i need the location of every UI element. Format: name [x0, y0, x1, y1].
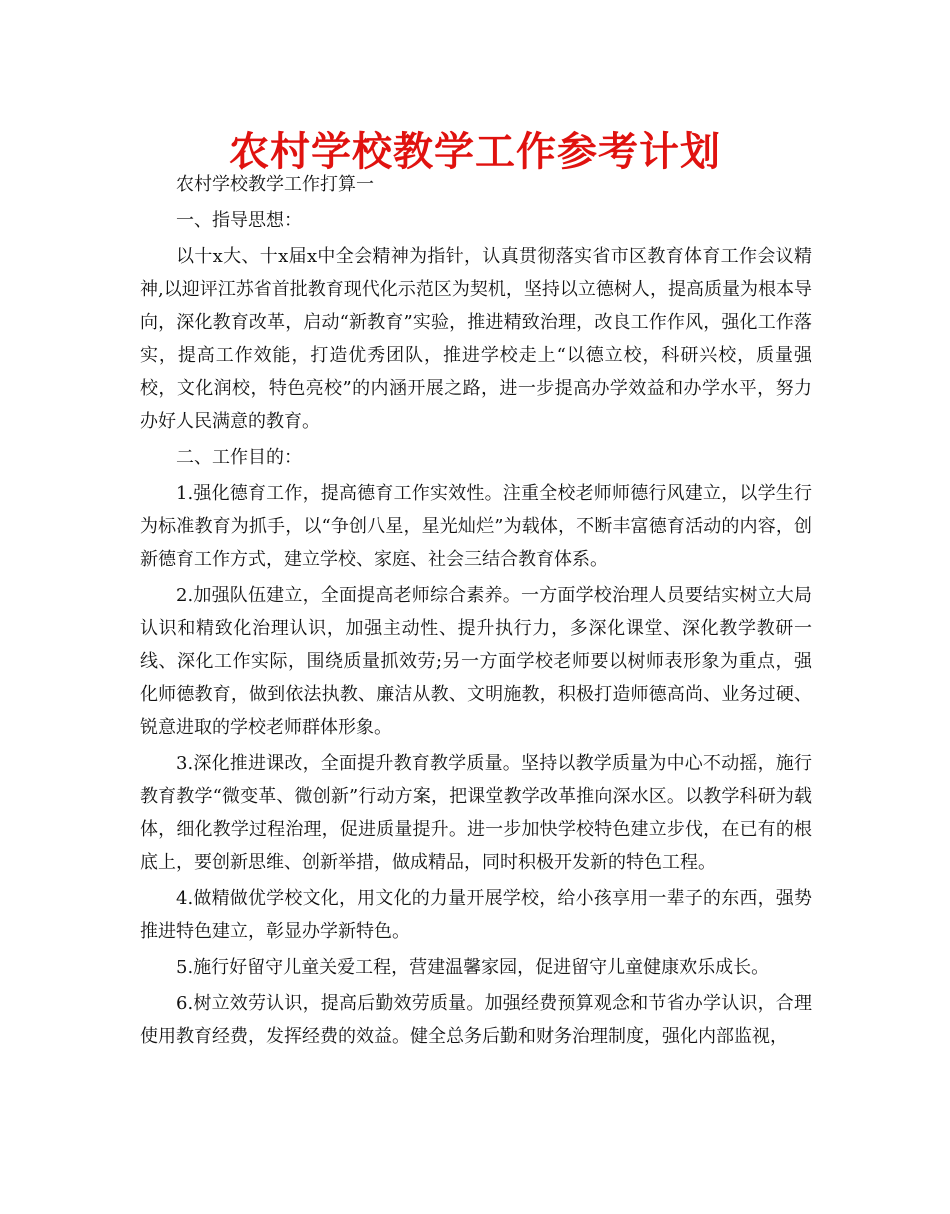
goal-item-5: 5.施行好留守儿童关爱工程，营建温馨家园，促进留守儿童健康欢乐成长。 [176, 957, 770, 978]
document-body [140, 168, 812, 1056]
goal-item-4: 4.做精做优学校文化，用文化的力量开展学校，给小孩享用一辈子的东西，强势推进特色建立，彰显办学新特色。 [140, 888, 812, 942]
goal-item-6: 6.树立效劳认识，提高后勤效劳质量。加强经费预算观念和节省办学认识，合理使用教育经费，发挥经费的效益。健全总务后勤和财务治理制度，强化内部监视， [140, 993, 812, 1047]
document-title: 农村学校教学工作参考计划 [229, 128, 721, 175]
goal-item-3: 3.深化推进课改，全面提升教育教学质量。坚持以教学质量为中心不动摇，施行教育教学“微变革、微创新”行动方案，把课堂教学改革推向深水区。以教学科研为载体，细化教学过程治理，促进质量提升。进一步加快学校特色建立步伐，在已有的根底上，要创新思维、创新举措，做成精品，同时积极开发新的特色工程。 [140, 753, 812, 873]
goal-item-2: 2.加强队伍建立，全面提高老师综合素养。一方面学校治理人员要结实树立大局认识和精致化治理认识，加强主动性、提升执行力，多深化课堂、深化教学教研一线、深化工作实际，围绕质量抓效劳;另一方面学校老师要以树师表形象为重点，强化师德教育，做到依法执教、廉洁从教、文明施教，积极打造师德高尚、业务过硬、锐意进取的学校老师群体形象。 [140, 585, 812, 738]
paragraph-guiding-ideology: 以十x大、十x届x中全会精神为指针，认真贯彻落实省市区教育体育工作会议精神,以迎评江苏省首批教育现代化示范区为契机，坚持以立德树人，提高质量为根本导向，深化教育改革，启动“新教育”实验，推进精致治理，改良工作作风，强化工作落实，提高工作效能，打造优秀团队，推进学校走上“以德立校，科研兴校，质量强校，文化润校，特色亮校”的内涵开展之路，进一步提高办学效益和办学水平，努力办好人民满意的教育。 [140, 246, 812, 432]
section-heading-work-goals: 二、工作目的： [176, 447, 302, 468]
subtitle-paragraph: 农村学校教学工作打算一 [176, 174, 374, 195]
goal-item-1: 1.强化德育工作，提高德育工作实效性。注重全校老师师德行风建立，以学生行为标准教育为抓手，以“争创八星，星光灿烂”为载体，不断丰富德育活动的内容，创新德育工作方式，建立学校、家庭、社会三结合教育体系。 [140, 483, 812, 570]
section-heading-guiding-ideology: 一、指导思想： [176, 210, 302, 231]
